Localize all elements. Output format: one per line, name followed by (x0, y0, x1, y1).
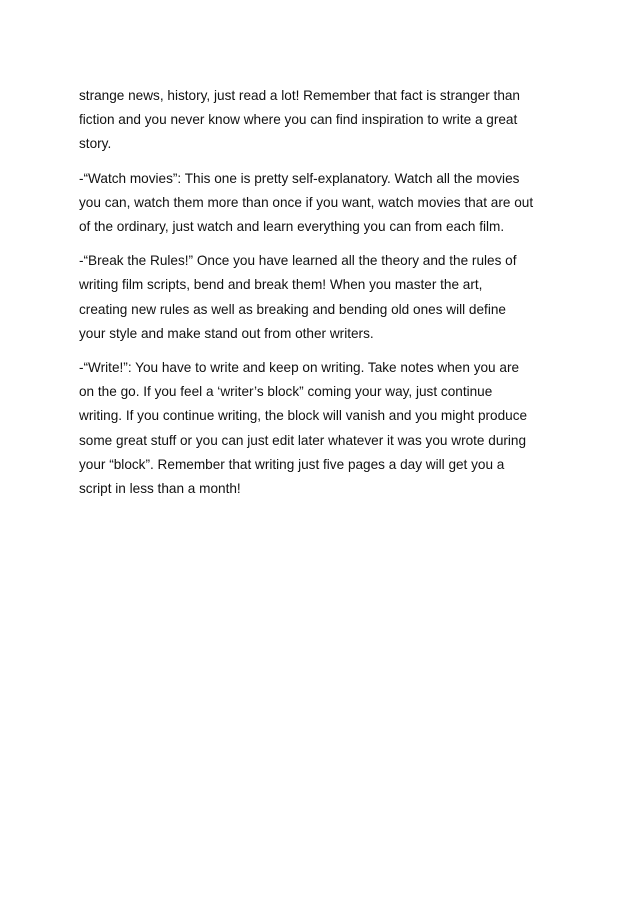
text-line: fiction and you never know where you can find inspiration to write a great (79, 112, 518, 128)
paragraph-write (79, 356, 559, 501)
paragraph-reading-tip (79, 84, 559, 157)
text-line: story. (79, 136, 112, 152)
text-line: -“Break the Rules!” Once you have learned all the theory and the rules of (79, 253, 517, 269)
text-line: your style and make stand out from other writers. (79, 325, 374, 341)
text-line: on the go. If you feel a ‘writer’s block” coming your way, just continue (79, 384, 493, 400)
text-line: writing film scripts, bend and break them! When you master the art, (79, 277, 483, 293)
text-line: strange news, history, just read a lot! Remember that fact is stranger than (79, 88, 520, 103)
document-body (79, 84, 559, 511)
paragraph-watch-movies (79, 167, 559, 240)
text-line: -“Write!”: You have to write and keep on writing. Take notes when you are (79, 360, 520, 376)
text-line: writing. If you continue writing, the block will vanish and you might produce (79, 408, 528, 424)
text-line: creating new rules as well as breaking and bending old ones will define (79, 301, 506, 317)
paragraph-break-the-rules (79, 249, 559, 346)
text-line: of the ordinary, just watch and learn everything you can from each film. (79, 219, 505, 235)
text-line: some great stuff or you can just edit later whatever it was you wrote during (79, 432, 527, 448)
text-line: you can, watch them more than once if you want, watch movies that are out (79, 194, 534, 210)
text-line: your “block”. Remember that writing just five pages a day will get you a (79, 456, 505, 472)
text-line: -“Watch movies”: This one is pretty self-explanatory. Watch all the movies (79, 170, 520, 186)
text-line: script in less than a month! (79, 481, 241, 497)
